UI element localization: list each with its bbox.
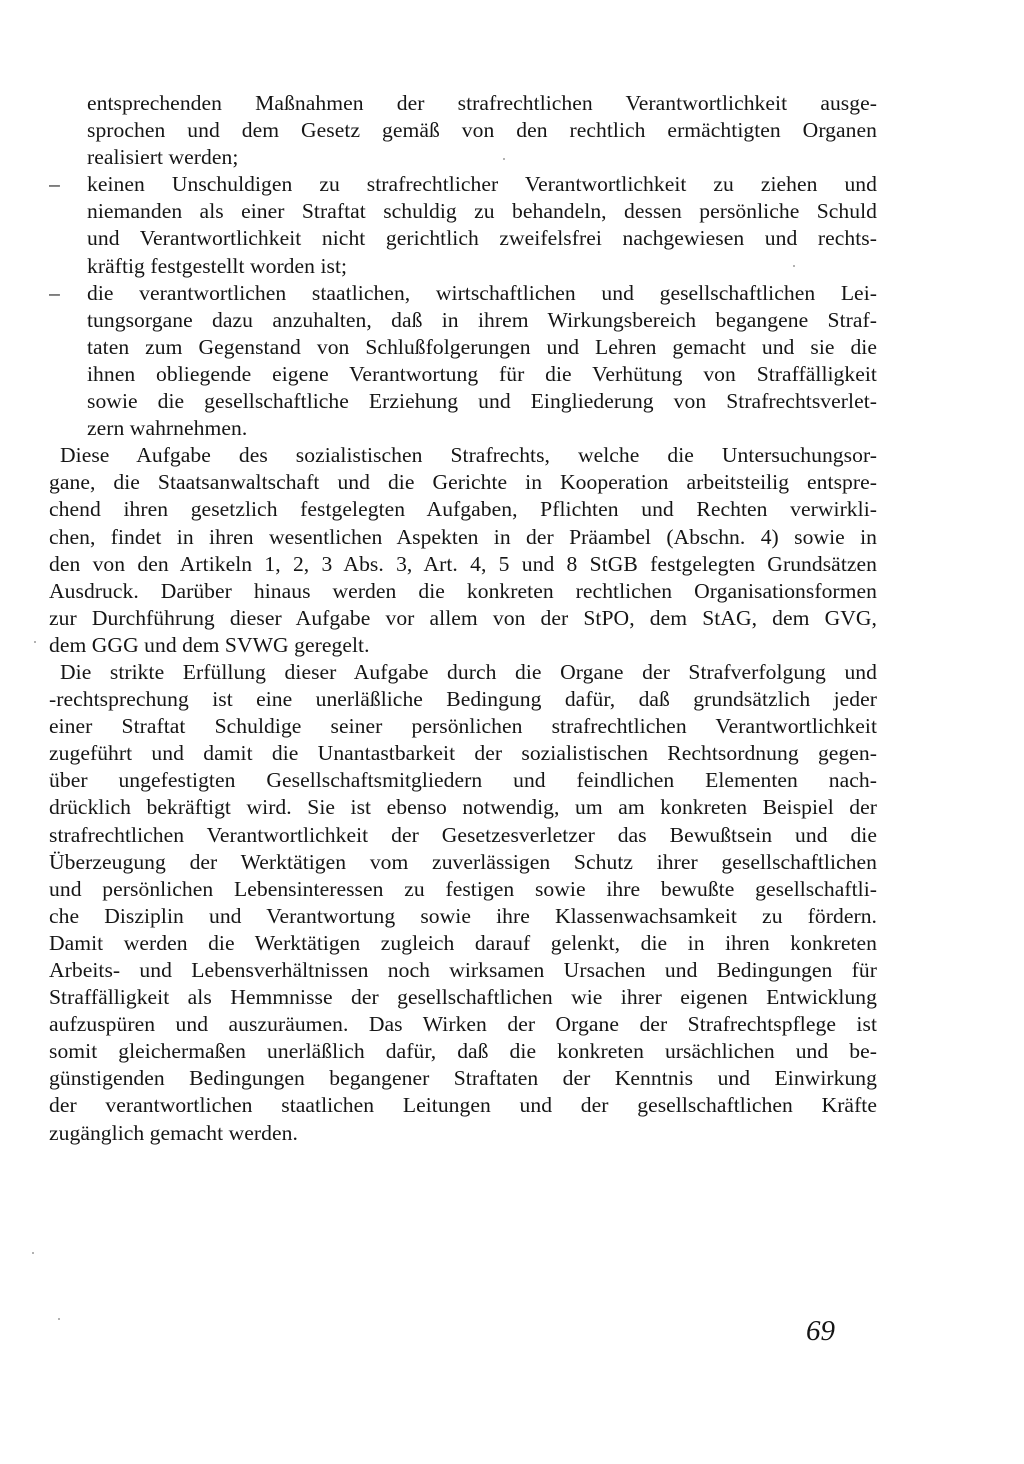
line-text: Überzeugung der Werktätigen vom zuverlässigen Schutz ihrer gesellschaftlichen <box>49 849 877 874</box>
line-text: strafrechtlichen Verantwortlichkeit der Gesetzesverletzer das Bewußtsein und die <box>49 822 877 847</box>
scan-speck <box>58 1318 60 1320</box>
line-text: Ausdruck. Darüber hinaus werden die konkreten rechtlichen Organisationsformen <box>49 578 877 603</box>
text-line <box>49 659 877 686</box>
text-line <box>49 903 877 930</box>
body-text <box>49 90 877 1147</box>
text-line <box>49 1092 877 1119</box>
scan-speck <box>34 641 36 643</box>
line-text: Diese Aufgabe des sozialistischen Strafrechts, welche die Untersuchungsor- <box>60 443 877 468</box>
line-text: die verantwortlichen staatlichen, wirtschaftlichen und gesellschaftlichen Lei- <box>87 280 877 305</box>
text-line <box>49 822 877 849</box>
line-text: drücklich bekräftigt wird. Sie ist ebenso notwendig, um am konkreten Beispiel der <box>49 795 877 820</box>
text-line <box>49 198 877 225</box>
line-text: zugeführt und damit die Unantastbarkeit der sozialistischen Rechtsordnung gegen- <box>49 741 877 766</box>
line-text: und Verantwortlichkeit nicht gerichtlich zweifelsfrei nachgewiesen und rechts- <box>87 226 877 251</box>
line-text: sowie die gesellschaftliche Erziehung und Eingliederung von Strafrechtsverlet- <box>87 389 877 414</box>
line-text: keinen Unschuldigen zu strafrechtlicher Verantwortlichkeit zu ziehen und <box>87 172 877 197</box>
text-line <box>49 280 877 307</box>
line-text: niemanden als einer Straftat schuldig zu behandeln, dessen persönliche Schuld <box>87 199 877 224</box>
line-text: Arbeits- und Lebensverhältnissen noch wirksamen Ursachen und Bedingungen für <box>49 958 877 982</box>
line-text: taten zum Gegenstand von Schlußfolgerungen und Lehren gemacht und sie die <box>87 334 877 359</box>
line-text: und persönlichen Lebensinteressen zu festigen sowie ihre bewußte gesellschaftli- <box>49 876 877 901</box>
line-text: der verantwortlichen staatlichen Leitungen und der gesellschaftlichen Kräfte <box>49 1093 877 1118</box>
text-line <box>49 334 877 361</box>
text-line <box>49 496 877 523</box>
line-text: über ungefestigten Gesellschaftsmitgliedern und feindlichen Elementen nach- <box>49 768 877 793</box>
text-line <box>49 632 877 659</box>
line-text: chen, findet in ihren wesentlichen Aspekten in der Präambel (Abschn. 4) sowie in <box>49 524 877 549</box>
text-line <box>49 1038 877 1065</box>
line-text: aufzuspüren und auszuräumen. Das Wirken der Organe der Strafrechtspflege ist <box>49 1012 877 1037</box>
scan-speck <box>32 1252 34 1254</box>
text-line <box>49 524 877 551</box>
line-text: einer Straftat Schuldige seiner persönlichen strafrechtlichen Verantwortlichkeit <box>49 714 877 739</box>
line-text: realisiert werden; <box>87 145 239 170</box>
text-line <box>49 767 877 794</box>
text-line <box>49 578 877 605</box>
page-number: 69 <box>806 1315 835 1347</box>
text-line <box>49 90 877 117</box>
text-line <box>49 605 877 632</box>
line-text: -rechtsprechung ist eine unerläßliche Bedingung dafür, daß grundsätzlich jeder <box>49 687 877 712</box>
line-text: gane, die Staatsanwaltschaft und die Gerichte in Kooperation arbeitsteilig entspre- <box>49 470 877 495</box>
line-text: somit gleichermaßen unerläßlich dafür, daß die konkreten ursächlichen und be- <box>49 1039 877 1064</box>
line-text: kräftig festgestellt worden ist; <box>87 253 348 278</box>
line-text: Straffälligkeit als Hemmnisse der gesellschaftlichen wie ihrer eigenen Entwicklung <box>49 985 877 1010</box>
list-dash: – <box>49 280 60 305</box>
line-text: zugänglich gemacht werden. <box>49 1120 298 1145</box>
text-line <box>49 361 877 388</box>
text-line <box>49 225 877 252</box>
scan-speck <box>503 158 505 160</box>
line-text: günstigenden Bedingungen begangener Straftaten der Kenntnis und Einwirkung <box>49 1066 877 1091</box>
text-line <box>49 307 877 334</box>
list-dash: – <box>49 172 60 197</box>
text-line <box>49 876 877 903</box>
line-text: chend ihren gesetzlich festgelegten Aufgaben, Pflichten und Rechten verwirkli- <box>49 497 877 522</box>
line-text: zern wahrnehmen. <box>87 416 248 441</box>
text-line <box>49 144 877 171</box>
text-line <box>49 930 877 957</box>
text-line <box>49 740 877 767</box>
text-line <box>49 1120 877 1147</box>
line-text: ihnen obliegende eigene Verantwortung für die Verhütung von Straffälligkeit <box>87 361 877 386</box>
text-line <box>49 984 877 1011</box>
line-text: che Disziplin und Verantwortung sowie ihre Klassenwachsamkeit zu fördern. <box>49 903 877 928</box>
scan-speck <box>793 265 795 267</box>
text-line <box>49 713 877 740</box>
line-text: Die strikte Erfüllung dieser Aufgabe durch die Organe der Strafverfolgung und <box>60 659 877 684</box>
text-line <box>49 849 877 876</box>
text-line <box>49 551 877 578</box>
line-text: dem GGG und dem SVWG geregelt. <box>49 632 370 657</box>
line-text: den von den Artikeln 1, 2, 3 Abs. 3, Art. 4, 5 und 8 StGB festgelegten Grundsätzen <box>49 551 877 576</box>
text-line <box>49 253 877 280</box>
line-text: tungsorgane dazu anzuhalten, daß in ihrem Wirkungsbereich begangene Straf- <box>87 307 877 332</box>
text-line <box>49 957 877 984</box>
text-line <box>49 1011 877 1038</box>
text-line <box>49 1065 877 1092</box>
text-line <box>49 442 877 469</box>
line-text: Damit werden die Werktätigen zugleich darauf gelenkt, die in ihren konkreten <box>49 930 877 955</box>
text-line <box>49 415 877 442</box>
line-text: entsprechenden Maßnahmen der strafrechtlichen Verantwortlichkeit ausge- <box>87 91 877 115</box>
line-text: zur Durchführung dieser Aufgabe vor allem von der StPO, dem StAG, dem GVG, <box>49 605 877 630</box>
text-line <box>49 171 877 198</box>
text-line <box>49 686 877 713</box>
text-line <box>49 469 877 496</box>
text-line <box>49 388 877 415</box>
line-text: sprochen und dem Gesetz gemäß von den rechtlich ermächtigten Organen <box>87 118 877 143</box>
text-line <box>49 117 877 144</box>
text-line <box>49 794 877 821</box>
